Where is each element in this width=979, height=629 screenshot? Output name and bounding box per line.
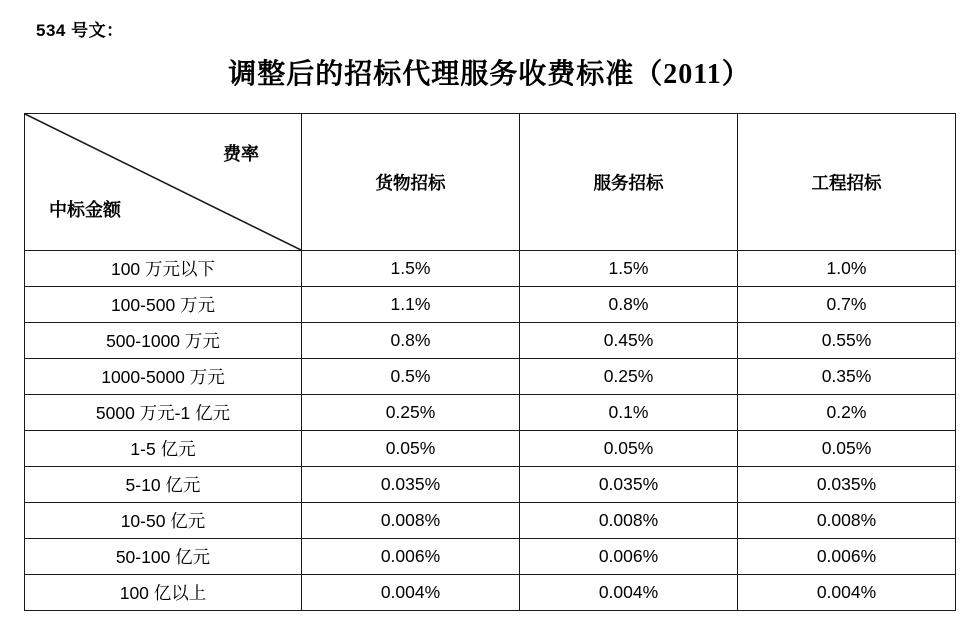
corner-rate-label: 费率 — [223, 144, 259, 164]
row-service-rate: 0.1% — [520, 395, 738, 431]
row-engineering-rate: 0.004% — [738, 575, 956, 611]
row-service-rate: 0.006% — [520, 539, 738, 575]
diagonal-divider-icon — [25, 114, 301, 250]
row-engineering-rate: 0.006% — [738, 539, 956, 575]
table-row — [25, 575, 956, 611]
row-goods-rate: 0.8% — [302, 323, 520, 359]
table-row — [25, 431, 956, 467]
corner-amount-label: 中标金额 — [49, 200, 121, 220]
row-service-rate: 0.05% — [520, 431, 738, 467]
row-amount: 10-50 亿元 — [25, 503, 302, 539]
row-service-rate: 0.8% — [520, 287, 738, 323]
table-row — [25, 323, 956, 359]
table-row — [25, 503, 956, 539]
table-row — [25, 539, 956, 575]
row-goods-rate: 1.5% — [302, 251, 520, 287]
row-service-rate: 1.5% — [520, 251, 738, 287]
fee-standard-table-container — [24, 113, 955, 611]
row-amount: 50-100 亿元 — [25, 539, 302, 575]
row-goods-rate: 0.05% — [302, 431, 520, 467]
row-engineering-rate: 0.7% — [738, 287, 956, 323]
row-engineering-rate: 0.35% — [738, 359, 956, 395]
table-row — [25, 467, 956, 503]
row-goods-rate: 0.25% — [302, 395, 520, 431]
row-amount: 5-10 亿元 — [25, 467, 302, 503]
row-amount: 100 亿以上 — [25, 575, 302, 611]
row-amount: 1000-5000 万元 — [25, 359, 302, 395]
row-engineering-rate: 0.55% — [738, 323, 956, 359]
column-header-goods: 货物招标 — [302, 114, 520, 251]
row-service-rate: 0.45% — [520, 323, 738, 359]
page-title: 调整后的招标代理服务收费标准（2011） — [228, 59, 751, 90]
row-goods-rate: 0.035% — [302, 467, 520, 503]
row-goods-rate: 0.006% — [302, 539, 520, 575]
row-amount: 500-1000 万元 — [25, 323, 302, 359]
row-amount: 100-500 万元 — [25, 287, 302, 323]
row-goods-rate: 0.004% — [302, 575, 520, 611]
table-header-row — [25, 114, 956, 251]
row-service-rate: 0.25% — [520, 359, 738, 395]
row-engineering-rate: 0.05% — [738, 431, 956, 467]
table-row — [25, 251, 956, 287]
row-engineering-rate: 0.035% — [738, 467, 956, 503]
table-row — [25, 287, 956, 323]
row-engineering-rate: 0.2% — [738, 395, 956, 431]
column-header-engineering: 工程招标 — [738, 114, 956, 251]
column-header-service: 服务招标 — [520, 114, 738, 251]
row-goods-rate: 0.008% — [302, 503, 520, 539]
row-service-rate: 0.035% — [520, 467, 738, 503]
row-engineering-rate: 1.0% — [738, 251, 956, 287]
row-amount: 1-5 亿元 — [25, 431, 302, 467]
row-service-rate: 0.004% — [520, 575, 738, 611]
row-goods-rate: 0.5% — [302, 359, 520, 395]
row-goods-rate: 1.1% — [302, 287, 520, 323]
fee-standard-table — [24, 113, 956, 611]
document-reference: 534 号文： — [36, 21, 124, 40]
table-row — [25, 359, 956, 395]
row-amount: 5000 万元-1 亿元 — [25, 395, 302, 431]
table-corner-header — [25, 114, 302, 251]
row-amount: 100 万元以下 — [25, 251, 302, 287]
row-service-rate: 0.008% — [520, 503, 738, 539]
table-row — [25, 395, 956, 431]
row-engineering-rate: 0.008% — [738, 503, 956, 539]
